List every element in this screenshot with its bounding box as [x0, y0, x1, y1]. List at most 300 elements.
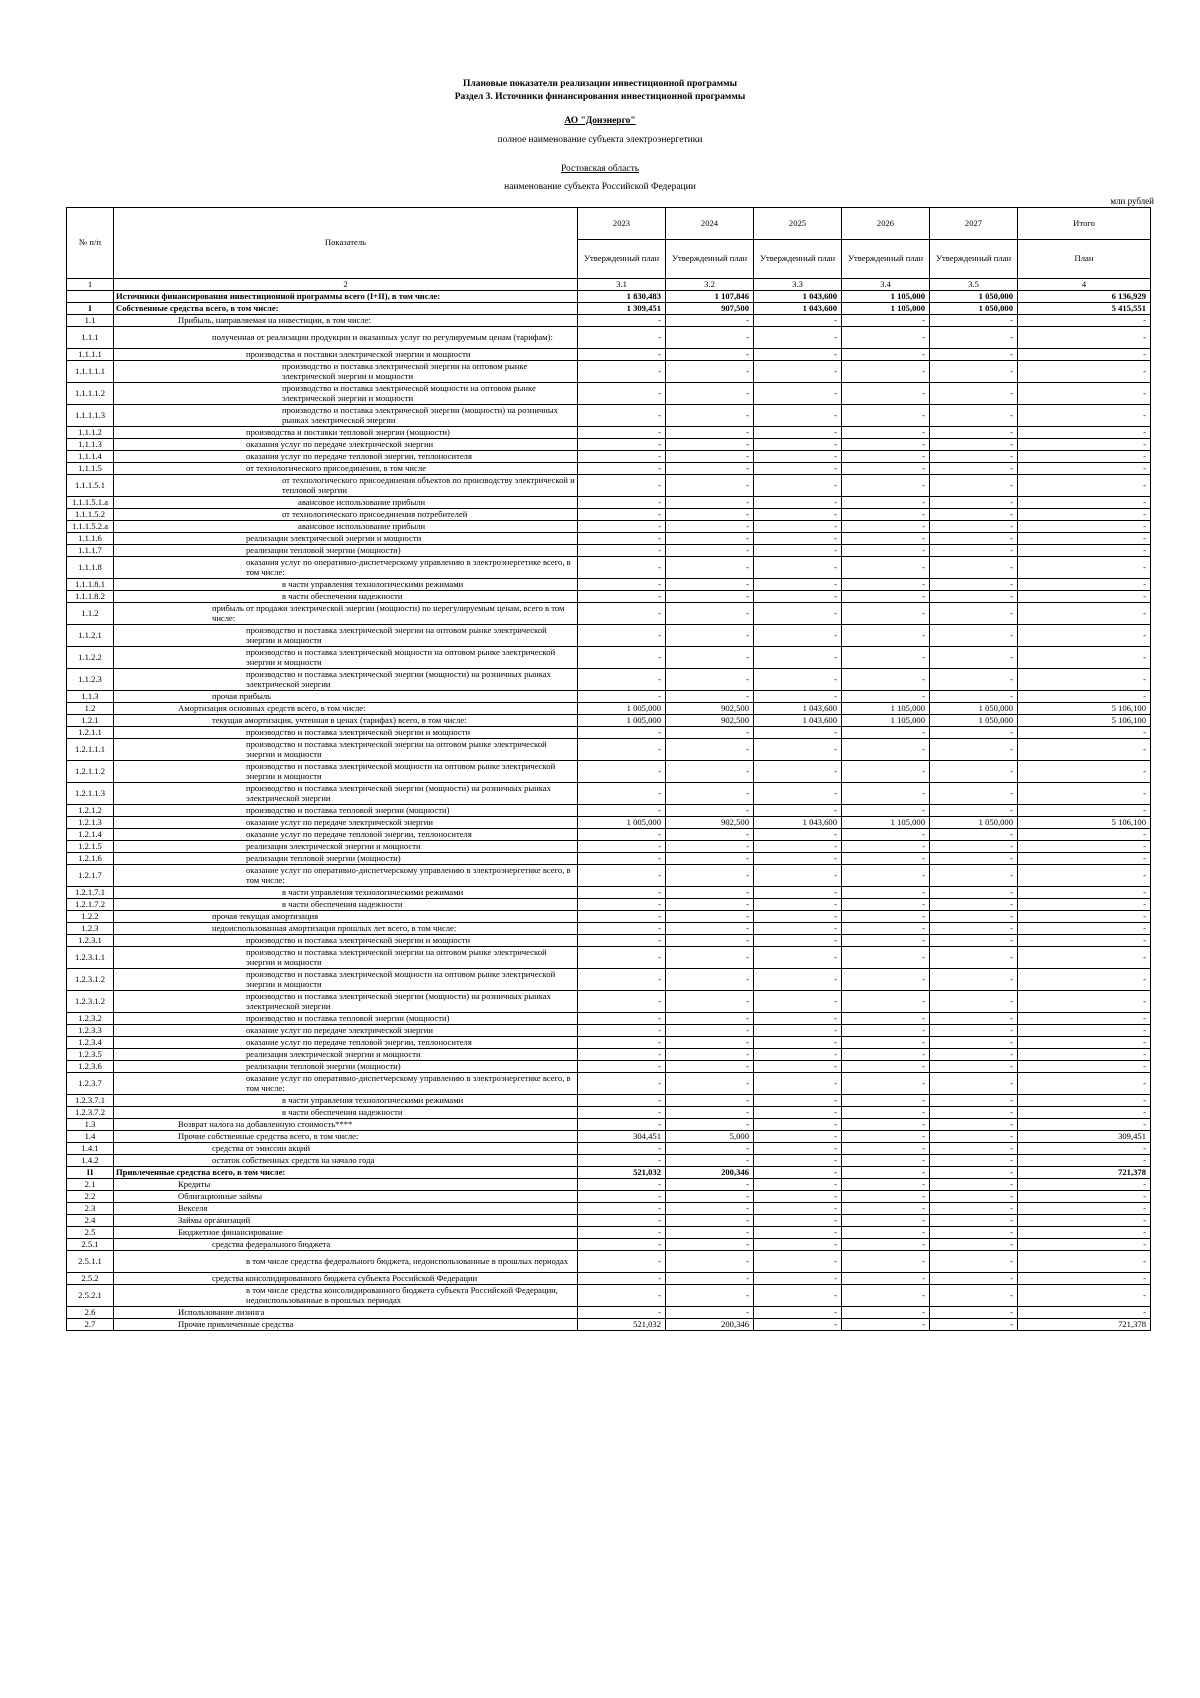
row-value: -: [842, 761, 930, 783]
row-value: -: [754, 475, 842, 497]
table-row: [67, 303, 1151, 315]
row-value: -: [930, 783, 1018, 805]
row-value: -: [754, 1049, 842, 1061]
row-value: -: [930, 1073, 1018, 1095]
row-value: -: [666, 669, 754, 691]
row-value: -: [842, 603, 930, 625]
row-value: -: [754, 947, 842, 969]
row-value: -: [754, 1179, 842, 1191]
row-indicator: Облигационные займы: [114, 1191, 578, 1203]
row-total-value: -: [1018, 579, 1151, 591]
row-value: -: [666, 947, 754, 969]
row-value: 1 105,000: [842, 291, 930, 303]
row-value: -: [930, 727, 1018, 739]
row-value: -: [754, 761, 842, 783]
row-total-value: -: [1018, 805, 1151, 817]
row-value: -: [666, 783, 754, 805]
row-value: -: [754, 427, 842, 439]
row-value: -: [578, 405, 666, 427]
row-value: 1 107,846: [666, 291, 754, 303]
row-total-value: -: [1018, 899, 1151, 911]
row-total-value: 6 136,929: [1018, 291, 1151, 303]
row-total-value: -: [1018, 427, 1151, 439]
row-value: -: [842, 451, 930, 463]
row-total-value: -: [1018, 361, 1151, 383]
row-total-value: 5 106,100: [1018, 703, 1151, 715]
row-value: -: [578, 349, 666, 361]
table-row: [67, 509, 1151, 521]
row-value: 1 043,600: [754, 817, 842, 829]
header-plan: Утвержденный план: [578, 240, 666, 279]
row-number: 1.1: [67, 315, 114, 327]
table-row: [67, 463, 1151, 475]
row-value: 1 043,600: [754, 715, 842, 727]
row-indicator: реализация электрической энергии и мощности: [114, 841, 578, 853]
row-value: 1 043,600: [754, 703, 842, 715]
table-row: [67, 625, 1151, 647]
row-total-value: -: [1018, 1095, 1151, 1107]
row-number: 1.2.3: [67, 923, 114, 935]
row-total-value: -: [1018, 509, 1151, 521]
row-value: -: [578, 783, 666, 805]
row-value: -: [666, 1049, 754, 1061]
row-number: 1.2.1.5: [67, 841, 114, 853]
row-value: -: [930, 1107, 1018, 1119]
row-value: -: [578, 383, 666, 405]
units-label: млн рублей: [1110, 196, 1154, 206]
row-value: -: [578, 1013, 666, 1025]
row-value: -: [754, 935, 842, 947]
row-value: -: [578, 533, 666, 545]
row-value: -: [666, 327, 754, 349]
row-number: 1.2.3.3: [67, 1025, 114, 1037]
table-row: [67, 327, 1151, 349]
row-value: -: [578, 1239, 666, 1251]
row-total-value: -: [1018, 451, 1151, 463]
row-total-value: -: [1018, 1307, 1151, 1319]
row-number: 1.1.1.5.2.a: [67, 521, 114, 533]
row-value: -: [754, 669, 842, 691]
row-value: -: [666, 935, 754, 947]
row-value: -: [666, 463, 754, 475]
row-indicator: остаток собственных средств на начало года: [114, 1155, 578, 1167]
row-value: -: [666, 1013, 754, 1025]
row-value: -: [842, 923, 930, 935]
row-total-value: -: [1018, 557, 1151, 579]
row-value: -: [930, 497, 1018, 509]
row-number: 1.4: [67, 1131, 114, 1143]
row-value: -: [842, 349, 930, 361]
table-row: [67, 691, 1151, 703]
row-number: 2.5.1.1: [67, 1251, 114, 1273]
row-value: -: [842, 1285, 930, 1307]
row-value: -: [754, 1215, 842, 1227]
row-value: -: [666, 1143, 754, 1155]
row-indicator: Бюджетное финансирование: [114, 1227, 578, 1239]
row-value: -: [754, 1307, 842, 1319]
row-indicator: в том числе средства консолидированного бюджета субъекта Российской Федерации, недоиспользованные в прошлых периодах: [114, 1285, 578, 1307]
row-value: -: [578, 497, 666, 509]
row-total-value: -: [1018, 545, 1151, 557]
row-number: 2.5.1: [67, 1239, 114, 1251]
row-number: 1.2: [67, 703, 114, 715]
row-total-value: -: [1018, 383, 1151, 405]
row-value: -: [930, 533, 1018, 545]
header-plan: Утвержденный план: [754, 240, 842, 279]
row-value: -: [578, 841, 666, 853]
row-value: -: [754, 899, 842, 911]
row-value: -: [930, 865, 1018, 887]
row-value: -: [666, 451, 754, 463]
row-value: -: [578, 691, 666, 703]
row-value: -: [754, 853, 842, 865]
row-indicator: Прочие привлеченные средства: [114, 1319, 578, 1331]
row-number: 1.2.3.7.2: [67, 1107, 114, 1119]
table-row: [67, 1119, 1151, 1131]
row-number: 1.1.1.8.2: [67, 591, 114, 603]
row-value: -: [666, 1307, 754, 1319]
row-value: -: [930, 1037, 1018, 1049]
row-value: -: [578, 1095, 666, 1107]
row-number: 1.1.1.1.3: [67, 405, 114, 427]
row-value: -: [842, 1179, 930, 1191]
row-indicator: Собственные средства всего, в том числе:: [114, 303, 578, 315]
row-indicator: недоиспользованная амортизация прошлых лет всего, в том числе:: [114, 923, 578, 935]
row-total-value: -: [1018, 669, 1151, 691]
table-row: [67, 1049, 1151, 1061]
row-value: -: [754, 1037, 842, 1049]
row-value: 1 050,000: [930, 703, 1018, 715]
row-number: 1.2.3.4: [67, 1037, 114, 1049]
row-number: 1.1.2.3: [67, 669, 114, 691]
row-value: 1 105,000: [842, 817, 930, 829]
row-value: -: [578, 865, 666, 887]
row-value: -: [578, 315, 666, 327]
row-indicator: оказание услуг по оперативно-диспетчерскому управлению в электроэнергетике всего, в том числе:: [114, 1073, 578, 1095]
row-indicator: производство и поставка электрической энергии на оптовом рынке электрической энергии и мощности: [114, 625, 578, 647]
table-row: [67, 715, 1151, 727]
row-indicator: средства от эмиссии акций: [114, 1143, 578, 1155]
row-value: -: [842, 1319, 930, 1331]
row-value: -: [842, 361, 930, 383]
row-value: -: [842, 899, 930, 911]
row-value: -: [930, 1227, 1018, 1239]
row-value: -: [666, 533, 754, 545]
table-row: [67, 1037, 1151, 1049]
row-value: -: [754, 911, 842, 923]
row-value: -: [754, 383, 842, 405]
row-value: -: [930, 761, 1018, 783]
row-value: -: [842, 1107, 930, 1119]
row-number: 1.1.1.1: [67, 349, 114, 361]
row-number: 1.4.1: [67, 1143, 114, 1155]
row-number: 2.2: [67, 1191, 114, 1203]
row-total-value: -: [1018, 691, 1151, 703]
row-value: -: [930, 647, 1018, 669]
table-row: [67, 1131, 1151, 1143]
row-value: -: [842, 1061, 930, 1073]
row-value: -: [930, 1061, 1018, 1073]
row-value: -: [842, 1227, 930, 1239]
row-value: -: [930, 1203, 1018, 1215]
row-value: -: [842, 991, 930, 1013]
row-value: -: [666, 1191, 754, 1203]
row-value: -: [754, 451, 842, 463]
row-value: 1 043,600: [754, 291, 842, 303]
row-number: 1.1.2.2: [67, 647, 114, 669]
row-value: -: [754, 1319, 842, 1331]
row-value: -: [930, 935, 1018, 947]
row-value: -: [666, 899, 754, 911]
row-value: -: [842, 1191, 930, 1203]
row-value: -: [578, 1073, 666, 1095]
row-value: -: [842, 1203, 930, 1215]
row-value: -: [930, 669, 1018, 691]
row-value: 1 830,483: [578, 291, 666, 303]
row-value: 200,346: [666, 1319, 754, 1331]
row-number: 1.2.1.1: [67, 727, 114, 739]
row-value: -: [842, 1095, 930, 1107]
table-row: [67, 1143, 1151, 1155]
row-value: -: [754, 1013, 842, 1025]
row-value: -: [666, 841, 754, 853]
row-total-value: -: [1018, 1191, 1151, 1203]
row-total-value: 5 106,100: [1018, 817, 1151, 829]
row-value: -: [930, 841, 1018, 853]
row-indicator: Использование лизинга: [114, 1307, 578, 1319]
row-value: -: [842, 1273, 930, 1285]
row-value: 902,500: [666, 817, 754, 829]
row-indicator: производство и поставка электрической энергии на оптовом рынке электрической энергии и мощности: [114, 947, 578, 969]
row-value: -: [578, 1191, 666, 1203]
header-year: 2027: [930, 208, 1018, 240]
table-row: [67, 761, 1151, 783]
row-value: -: [754, 1143, 842, 1155]
row-value: -: [842, 1239, 930, 1251]
row-indicator: в части управления технологическими режимами: [114, 887, 578, 899]
row-total-value: 309,451: [1018, 1131, 1151, 1143]
row-value: -: [930, 1049, 1018, 1061]
row-value: -: [842, 545, 930, 557]
row-total-value: -: [1018, 1037, 1151, 1049]
row-total-value: -: [1018, 761, 1151, 783]
row-indicator: оказание услуг по передаче тепловой энергии, теплоносителя: [114, 829, 578, 841]
row-value: -: [578, 1203, 666, 1215]
row-value: -: [754, 315, 842, 327]
row-value: -: [754, 591, 842, 603]
row-value: -: [666, 1073, 754, 1095]
row-value: -: [842, 1307, 930, 1319]
table-row: [67, 545, 1151, 557]
row-total-value: -: [1018, 1285, 1151, 1307]
row-value: -: [754, 647, 842, 669]
row-value: -: [754, 1251, 842, 1273]
row-value: -: [842, 1025, 930, 1037]
row-value: -: [754, 727, 842, 739]
row-number: 1.1.1.8: [67, 557, 114, 579]
row-value: -: [666, 405, 754, 427]
row-total-value: -: [1018, 935, 1151, 947]
row-total-value: -: [1018, 1215, 1151, 1227]
row-value: -: [930, 1251, 1018, 1273]
row-value: -: [842, 783, 930, 805]
row-value: -: [930, 427, 1018, 439]
row-value: -: [842, 439, 930, 451]
row-value: -: [578, 475, 666, 497]
row-value: -: [666, 991, 754, 1013]
row-value: 5,000: [666, 1131, 754, 1143]
table-row: [67, 1227, 1151, 1239]
table-row: [67, 703, 1151, 715]
row-number: 1.1.1.1.1: [67, 361, 114, 383]
row-value: -: [754, 1119, 842, 1131]
row-total-value: -: [1018, 405, 1151, 427]
row-value: -: [930, 315, 1018, 327]
table-row: [67, 969, 1151, 991]
row-number: 1.1.1.2: [67, 427, 114, 439]
row-value: -: [578, 923, 666, 935]
table-row: [67, 1013, 1151, 1025]
table-row: [67, 1025, 1151, 1037]
row-value: -: [754, 327, 842, 349]
row-value: -: [930, 1239, 1018, 1251]
row-indicator: производство и поставка электрической энергии и мощности: [114, 727, 578, 739]
row-value: -: [754, 579, 842, 591]
row-indicator: Амортизация основных средств всего, в том числе:: [114, 703, 578, 715]
header-plan: Утвержденный план: [842, 240, 930, 279]
row-total-value: -: [1018, 1239, 1151, 1251]
row-value: -: [666, 691, 754, 703]
table-row: [67, 383, 1151, 405]
table-row: [67, 291, 1151, 303]
row-value: -: [666, 625, 754, 647]
row-value: -: [754, 557, 842, 579]
table-row: [67, 669, 1151, 691]
row-value: -: [930, 557, 1018, 579]
table-row: [67, 1155, 1151, 1167]
column-number: 3.2: [666, 279, 754, 291]
row-number: 1.2.3.6: [67, 1061, 114, 1073]
row-value: -: [666, 1227, 754, 1239]
row-indicator: средства консолидированного бюджета субъекта Российской Федерации: [114, 1273, 578, 1285]
row-value: -: [930, 405, 1018, 427]
row-value: -: [754, 497, 842, 509]
row-indicator: Прибыль, направляемая на инвестиции, в том числе:: [114, 315, 578, 327]
row-value: -: [930, 361, 1018, 383]
row-indicator: производство и поставка тепловой энергии (мощности): [114, 805, 578, 817]
row-value: -: [666, 315, 754, 327]
row-value: -: [578, 969, 666, 991]
row-indicator: Векселя: [114, 1203, 578, 1215]
row-total-value: -: [1018, 349, 1151, 361]
row-value: -: [754, 1191, 842, 1203]
row-value: -: [578, 1215, 666, 1227]
row-total-value: -: [1018, 497, 1151, 509]
organization-name: [0, 115, 1200, 127]
row-number: 1.2.3.1.1: [67, 947, 114, 969]
row-value: -: [666, 1251, 754, 1273]
row-value: -: [578, 1155, 666, 1167]
row-value: -: [666, 591, 754, 603]
row-value: -: [930, 1131, 1018, 1143]
row-indicator: Возврат налога на добавленную стоимость****: [114, 1119, 578, 1131]
row-value: -: [842, 1251, 930, 1273]
row-value: -: [930, 545, 1018, 557]
row-number: 1.2.1.6: [67, 853, 114, 865]
row-value: -: [578, 1143, 666, 1155]
table-row: [67, 361, 1151, 383]
row-indicator: производства и поставки тепловой энергии (мощности): [114, 427, 578, 439]
row-value: -: [930, 853, 1018, 865]
row-indicator: авансовое использование прибыли: [114, 497, 578, 509]
row-value: -: [578, 1037, 666, 1049]
row-value: -: [666, 647, 754, 669]
row-value: -: [842, 533, 930, 545]
row-number: 1.2.1.7: [67, 865, 114, 887]
row-number: 1.2.3.1: [67, 935, 114, 947]
row-value: -: [754, 1155, 842, 1167]
row-value: -: [842, 1073, 930, 1095]
row-value: -: [578, 1307, 666, 1319]
row-value: -: [930, 1285, 1018, 1307]
row-value: -: [578, 1179, 666, 1191]
header-plan: Утвержденный план: [930, 240, 1018, 279]
table-row: [67, 1061, 1151, 1073]
row-indicator: реализация электрической энергии и мощности: [114, 1049, 578, 1061]
row-number: 1.1.1.5.2: [67, 509, 114, 521]
row-value: -: [578, 439, 666, 451]
row-number: 1.1.1.5.1.a: [67, 497, 114, 509]
row-value: 200,346: [666, 1167, 754, 1179]
table-row: [67, 727, 1151, 739]
row-value: -: [578, 853, 666, 865]
row-value: -: [930, 509, 1018, 521]
row-indicator: реализации тепловой энергии (мощности): [114, 853, 578, 865]
table-row: [67, 1203, 1151, 1215]
row-value: -: [578, 1049, 666, 1061]
row-value: -: [930, 1273, 1018, 1285]
row-total-value: -: [1018, 533, 1151, 545]
row-indicator: в части обеспечения надежности: [114, 591, 578, 603]
row-number: I: [67, 303, 114, 315]
row-total-value: -: [1018, 727, 1151, 739]
row-total-value: -: [1018, 1155, 1151, 1167]
row-value: -: [578, 1285, 666, 1307]
row-value: -: [842, 829, 930, 841]
row-value: -: [754, 969, 842, 991]
row-value: -: [754, 439, 842, 451]
row-value: 521,032: [578, 1167, 666, 1179]
row-total-value: -: [1018, 1061, 1151, 1073]
row-value: 902,500: [666, 703, 754, 715]
row-total-value: -: [1018, 887, 1151, 899]
row-value: -: [754, 691, 842, 703]
row-total-value: -: [1018, 1251, 1151, 1273]
row-total-value: -: [1018, 647, 1151, 669]
header-number: № п/п: [67, 208, 114, 279]
row-indicator: Прочие собственные средства всего, в том числе:: [114, 1131, 578, 1143]
row-indicator: оказание услуг по передаче тепловой энергии, теплоносителя: [114, 1037, 578, 1049]
row-value: -: [754, 887, 842, 899]
row-value: -: [754, 603, 842, 625]
row-value: -: [754, 1285, 842, 1307]
row-value: -: [754, 1239, 842, 1251]
row-value: -: [930, 1155, 1018, 1167]
row-number: 1.2.1.7.2: [67, 899, 114, 911]
row-indicator: производства и поставки электрической энергии и мощности: [114, 349, 578, 361]
row-value: -: [754, 1167, 842, 1179]
row-value: 1 050,000: [930, 715, 1018, 727]
